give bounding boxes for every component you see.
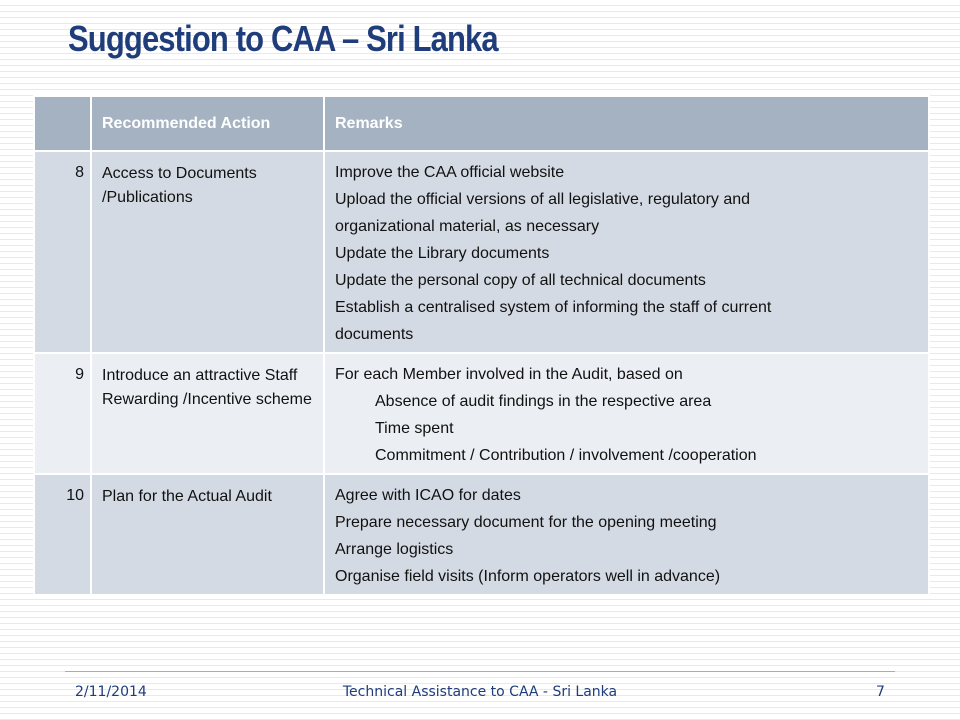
footer-title: Technical Assistance to CAA - Sri Lanka xyxy=(342,684,618,700)
table-row xyxy=(34,353,929,474)
remark-line: Absence of audit findings in the respective area xyxy=(375,393,712,410)
remark-line: Establish a centralised system of informing the staff of current xyxy=(335,299,772,316)
row-remarks xyxy=(324,474,929,595)
footer-divider xyxy=(65,671,895,672)
row-action: Introduce an attractive Staff Rewarding /Incentive scheme xyxy=(91,353,324,474)
remark-line: Organise field visits (Inform operators well in advance) xyxy=(335,568,721,585)
table-row xyxy=(34,151,929,353)
header-number xyxy=(34,96,91,151)
row-remarks xyxy=(324,151,929,353)
row-number: 9 xyxy=(34,353,91,474)
row-action: Plan for the Actual Audit xyxy=(91,474,324,595)
remark-line: organizational material, as necessary xyxy=(335,218,600,235)
remark-line: For each Member involved in the Audit, based on xyxy=(335,366,683,383)
slide-title: Suggestion to CAA – Sri Lanka xyxy=(68,18,498,59)
page-number: 7 xyxy=(876,684,885,700)
row-remarks xyxy=(324,353,929,474)
remark-line: Update the Library documents xyxy=(335,245,550,262)
remark-line: Upload the official versions of all legislative, regulatory and xyxy=(335,191,751,208)
remark-line: Commitment / Contribution / involvement /cooperation xyxy=(375,447,757,464)
row-action: Access to Documents /Publications xyxy=(91,151,324,353)
header-remarks: Remarks xyxy=(324,96,929,151)
row-number: 10 xyxy=(34,474,91,595)
remark-line: Update the personal copy of all technical documents xyxy=(335,272,706,289)
remark-line: Improve the CAA official website xyxy=(335,164,565,181)
remark-line: Agree with ICAO for dates xyxy=(335,487,521,504)
remark-line: documents xyxy=(335,326,414,343)
recommendations-table xyxy=(33,95,930,596)
header-recommended-action: Recommended Action xyxy=(91,96,324,151)
remark-line: Prepare necessary document for the opening meeting xyxy=(335,514,717,531)
row-number: 8 xyxy=(34,151,91,353)
footer-date: 2/11/2014 xyxy=(75,684,147,700)
table-header-row xyxy=(34,96,929,151)
table-row xyxy=(34,474,929,595)
remark-line: Arrange logistics xyxy=(335,541,454,558)
remark-line: Time spent xyxy=(375,420,454,437)
